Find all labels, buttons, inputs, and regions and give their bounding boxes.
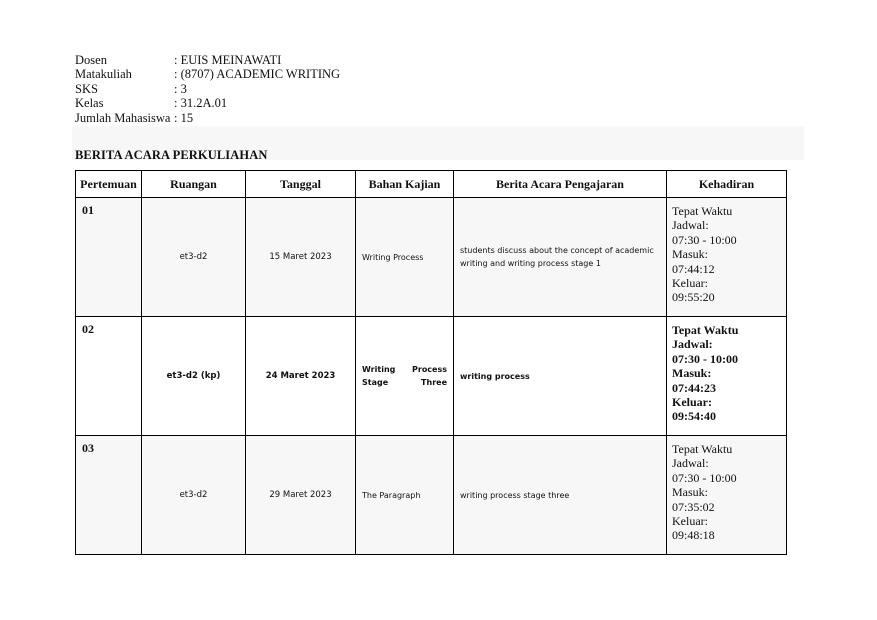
header-ruangan: Ruangan — [142, 171, 246, 198]
jadwal-value: 07:30 - 10:00 — [672, 232, 737, 247]
cell-tanggal: 15 Maret 2023 — [246, 198, 356, 317]
attendance-status: Tepat Waktu — [672, 442, 733, 456]
sks-value: : 3 — [174, 81, 187, 96]
jumlah-label: Jumlah Mahasiswa — [75, 110, 171, 125]
cell-bahan-kajian: Writing Process — [356, 198, 454, 317]
keluar-value: 09:55:20 — [672, 290, 715, 305]
cell-kehadiran — [667, 198, 787, 317]
keluar-label: Keluar: — [672, 395, 712, 410]
berita-acara-table — [75, 170, 787, 555]
cell-tanggal: 24 Maret 2023 — [246, 317, 356, 436]
info-row-matakuliah — [75, 67, 340, 81]
header-tanggal: Tanggal — [246, 171, 356, 198]
cell-berita-acara: writing process stage three — [454, 436, 667, 555]
masuk-value: 07:35:02 — [672, 499, 715, 514]
course-info — [75, 53, 340, 125]
dosen-label: Dosen — [75, 53, 107, 67]
info-row-sks — [75, 82, 340, 96]
header-kehadiran: Kehadiran — [667, 171, 787, 198]
jadwal-label: Jadwal: — [672, 337, 713, 352]
cell-pertemuan: 02 — [76, 317, 142, 436]
jadwal-label: Jadwal: — [672, 218, 709, 233]
attendance-status: Tepat Waktu — [672, 323, 739, 337]
matakuliah-value: : (8707) ACADEMIC WRITING — [174, 67, 341, 82]
cell-pertemuan: 01 — [76, 198, 142, 317]
jadwal-value: 07:30 - 10:00 — [672, 351, 738, 366]
table-row — [76, 317, 787, 436]
cell-ruangan: et3-d2 — [142, 436, 246, 555]
attendance-status: Tepat Waktu — [672, 204, 733, 218]
kelas-value: : 31.2A.01 — [174, 96, 228, 111]
cell-bahan-kajian: Writing Process Stage Three — [356, 317, 454, 436]
masuk-label: Masuk: — [672, 485, 708, 500]
keluar-label: Keluar: — [672, 514, 708, 529]
cell-kehadiran — [667, 436, 787, 555]
table-header-row — [76, 171, 787, 198]
info-row-dosen — [75, 53, 340, 67]
keluar-label: Keluar: — [672, 276, 708, 291]
info-row-kelas — [75, 96, 340, 110]
jadwal-value: 07:30 - 10:00 — [672, 470, 737, 485]
header-berita-acara: Berita Acara Pengajaran — [454, 171, 667, 198]
masuk-label: Masuk: — [672, 366, 712, 381]
table-row — [76, 436, 787, 555]
cell-ruangan: et3-d2 — [142, 198, 246, 317]
cell-kehadiran — [667, 317, 787, 436]
cell-bahan-kajian: The Paragraph — [356, 436, 454, 555]
header-pertemuan: Pertemuan — [76, 171, 142, 198]
matakuliah-label: Matakuliah — [75, 67, 132, 82]
masuk-label: Masuk: — [672, 247, 708, 262]
jadwal-label: Jadwal: — [672, 456, 709, 471]
cell-pertemuan: 03 — [76, 436, 142, 555]
jumlah-value: : 15 — [174, 110, 194, 125]
cell-ruangan: et3-d2 (kp) — [142, 317, 246, 436]
dosen-value: : EUIS MEINAWATI — [174, 53, 282, 67]
cell-berita-acara: students discuss about the concept of academic writing and writing process stage 1 — [454, 198, 667, 317]
header-bahan-kajian: Bahan Kajian — [356, 171, 454, 198]
sks-label: SKS — [75, 81, 98, 96]
cell-tanggal: 29 Maret 2023 — [246, 436, 356, 555]
keluar-value: 09:54:40 — [672, 409, 716, 424]
masuk-value: 07:44:12 — [672, 261, 715, 276]
table-row — [76, 198, 787, 317]
kelas-label: Kelas — [75, 96, 104, 111]
section-title: BERITA ACARA PERKULIAHAN — [75, 148, 268, 162]
masuk-value: 07:44:23 — [672, 380, 716, 395]
cell-berita-acara: writing process — [454, 317, 667, 436]
keluar-value: 09:48:18 — [672, 528, 715, 543]
info-row-jumlah — [75, 111, 340, 125]
